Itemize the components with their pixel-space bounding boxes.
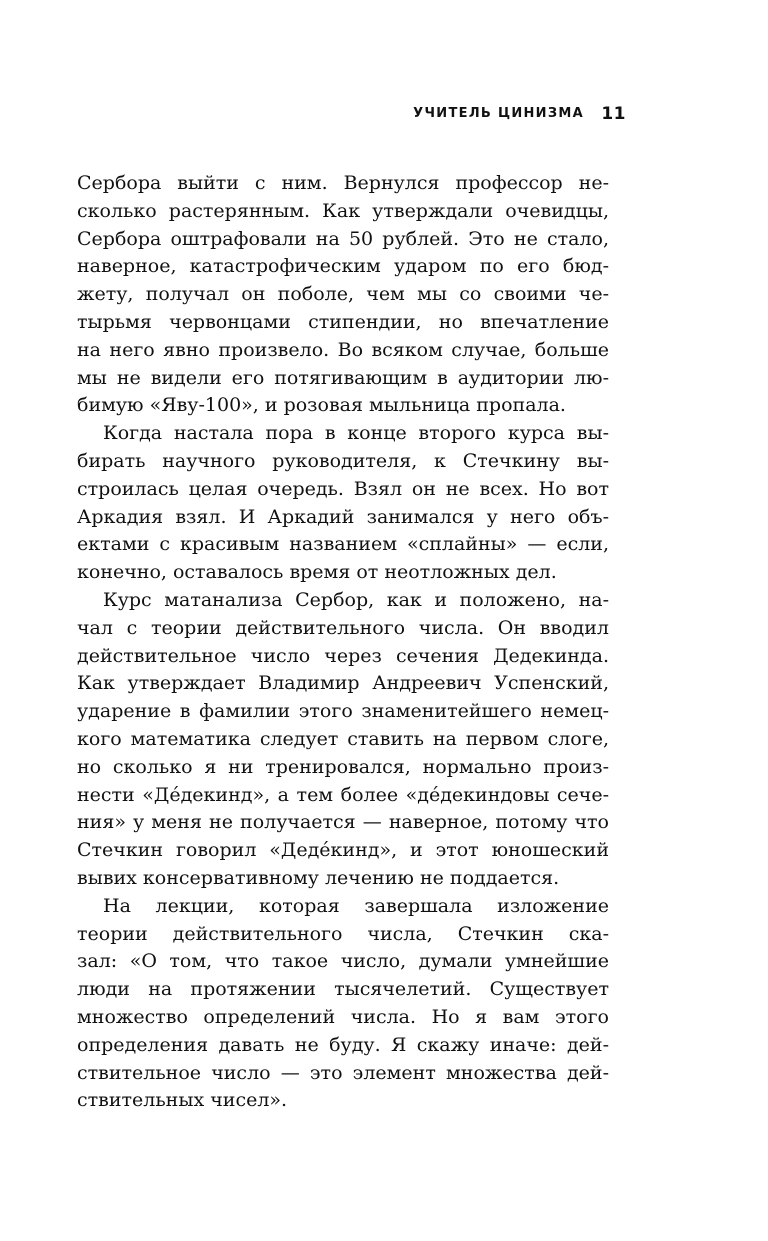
page-number: 11 (601, 104, 626, 124)
text-line: Курс матанализа Сербор, как и положено, на- (103, 588, 609, 611)
text-line: ния» у меня не получается — наверное, потому что (77, 811, 609, 834)
paragraph (77, 420, 609, 587)
text-line: но сколько я ни тренировался, нормально произ- (77, 755, 609, 778)
text-line: на него явно произвело. Во всяком случае, больше (77, 338, 609, 361)
text-line: люди на протяжении тысячелетий. Существует (77, 978, 609, 1001)
text-line: мы не видели его потягивающим в аудитории лю- (77, 366, 609, 389)
text-line: бирать научного руководителя, к Стечкину вы- (77, 449, 609, 472)
text-line: чал с теории действительного числа. Он вводил (77, 616, 609, 639)
text-line: бимую «Яву-100», и розовая мыльница пропала. (77, 394, 566, 417)
paragraph (77, 893, 609, 1115)
text-line: ствительное число — это элемент множества дей- (77, 1061, 609, 1084)
text-line: вывих консервативному лечению не поддается. (77, 866, 560, 889)
paragraph (77, 170, 609, 420)
text-line: нести «Де́декинд», а тем более «де́декиндовы сече- (77, 783, 609, 806)
body-text (77, 170, 609, 1115)
text-line: Как утверждает Владимир Андреевич Успенский, (77, 672, 609, 695)
running-header (0, 104, 768, 128)
text-line: тырьмя червонцами стипендии, но впечатление (77, 310, 609, 333)
running-title: УЧИТЕЛЬ ЦИНИЗМА (413, 106, 584, 121)
text-line: Когда настала пора в конце второго курса вы- (103, 422, 609, 445)
text-line: Аркадия взял. И Аркадий занимался у него объ- (77, 505, 609, 528)
text-line: ударение в фамилии этого знаменитейшего немец- (77, 700, 609, 723)
paragraph (77, 587, 609, 893)
text-line: Сербора выйти с ним. Вернулся профессор не- (77, 172, 609, 194)
text-line: конечно, оставалось время от неотложных дел. (77, 561, 557, 584)
text-line: строилась целая очередь. Взял он не всех. Но вот (77, 477, 609, 500)
text-line: наверное, катастрофическим ударом по его бюд- (77, 255, 609, 278)
text-line: действительное число через сечения Дедекинда. (77, 644, 609, 667)
text-line: Стечкин говорил «Деде́кинд», и этот юношеский (77, 839, 609, 862)
text-line: кого математика следует ставить на первом слоге, (77, 727, 609, 750)
text-line: На лекции, которая завершала изложение (103, 894, 609, 917)
text-line: ствительных чисел». (77, 1089, 288, 1112)
text-line: ектами с красивым названием «сплайны» — если, (77, 533, 609, 556)
text-line: определения давать не буду. Я скажу иначе: дей- (77, 1033, 609, 1056)
text-line: жету, получал он поболе, чем мы со своими че- (77, 283, 609, 306)
text-line: зал: «О том, что такое число, думали умнейшие (77, 950, 609, 973)
text-line: теории действительного числа, Стечкин ска- (77, 922, 609, 945)
text-line: множество определений числа. Но я вам этого (77, 1005, 609, 1028)
text-line: Сербора оштрафовали на 50 рублей. Это не стало, (77, 227, 609, 250)
text-line: сколько растерянным. Как утверждали очевидцы, (77, 199, 609, 222)
